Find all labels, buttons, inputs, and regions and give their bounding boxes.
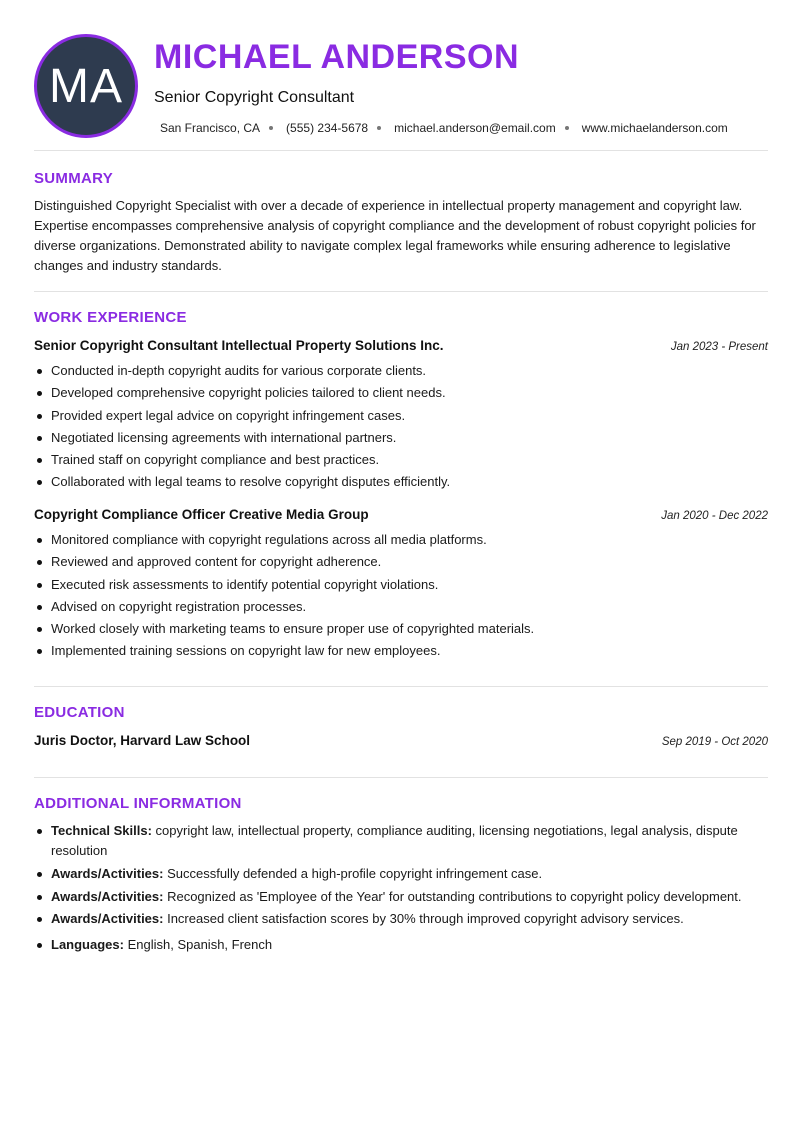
- section-divider: [34, 686, 768, 687]
- separator-dot: [565, 126, 569, 130]
- degree: Juris Doctor, Harvard Law School: [34, 733, 251, 748]
- job-position: Copyright Compliance Officer Creative Media Group: [34, 507, 369, 522]
- list-item: [51, 909, 767, 929]
- job-title: Senior Copyright Consultant: [154, 89, 355, 106]
- list-item: Trained staff on copyright compliance and best practices.: [51, 449, 767, 471]
- list-item: Developed comprehensive copyright policies tailored to client needs.: [51, 382, 767, 404]
- job-position: Senior Copyright Consultant Intellectual Property Solutions Inc.: [34, 338, 444, 353]
- section-divider: [34, 150, 768, 151]
- separator-dot: [269, 126, 273, 130]
- list-item: Advised on copyright registration processes.: [51, 596, 767, 618]
- item-label: Technical Skills:: [51, 823, 152, 838]
- candidate-name: MICHAEL ANDERSON: [154, 38, 520, 76]
- job-bullets: [51, 360, 767, 494]
- item-text: Increased client satisfaction scores by 30% through improved copyright advisory services.: [163, 911, 684, 926]
- experience-heading: WORK EXPERIENCE: [34, 309, 187, 326]
- list-item: Conducted in-depth copyright audits for various corporate clients.: [51, 360, 767, 382]
- list-item: Monitored compliance with copyright regulations across all media platforms.: [51, 529, 767, 551]
- additional-list: [51, 821, 767, 954]
- item-text: copyright law, intellectual property, compliance auditing, licensing negotiations, legal analysis, dispute resolution: [51, 823, 738, 858]
- education-heading: EDUCATION: [34, 704, 125, 721]
- section-divider: [34, 777, 768, 778]
- item-text: English, Spanish, French: [123, 936, 273, 952]
- additional-heading: ADDITIONAL INFORMATION: [34, 795, 242, 812]
- summary-heading: SUMMARY: [34, 170, 114, 187]
- item-label: Awards/Activities:: [51, 866, 164, 881]
- list-item: [51, 887, 767, 907]
- job-bullets: [51, 529, 767, 663]
- section-divider: [34, 291, 768, 292]
- job-header: [34, 338, 768, 353]
- contact-location: San Francisco, CA: [160, 121, 261, 135]
- item-text: Successfully defended a high-profile copyright infringement case.: [163, 866, 543, 881]
- avatar: [34, 34, 138, 138]
- avatar-initials: MA: [49, 59, 123, 113]
- contact-website[interactable]: www.michaelanderson.com: [581, 121, 728, 135]
- list-item: Executed risk assessments to identify potential copyright violations.: [51, 574, 767, 596]
- list-item: Collaborated with legal teams to resolve copyright disputes efficiently.: [51, 471, 767, 493]
- item-label: Awards/Activities:: [51, 888, 164, 904]
- list-item: Worked closely with marketing teams to ensure proper use of copyrighted materials.: [51, 618, 767, 640]
- summary-text: Distinguished Copyright Specialist with over a decade of experience in intellectual property management and copyright law. Expertise encompasses comprehensive analysis of copyright compliance and the development of robust copyright policies for diverse organizations. Demonstrated ability to navigate complex legal frameworks while ensuring adherence to legislative changes and industry standards.: [34, 198, 756, 273]
- job-dates: Jan 2023 - Present: [670, 341, 768, 353]
- item-label: Awards/Activities:: [51, 911, 164, 926]
- contact-info: [160, 121, 728, 135]
- list-item: Implemented training sessions on copyright law for new employees.: [51, 640, 767, 662]
- education-entry: [34, 733, 768, 748]
- contact-phone[interactable]: (555) 234-5678: [286, 121, 369, 135]
- list-item: [51, 821, 767, 860]
- separator-dot: [377, 126, 381, 130]
- contact-email[interactable]: michael.anderson@email.com: [394, 121, 556, 135]
- list-item: [51, 864, 767, 884]
- resume-header: [34, 34, 768, 138]
- job-header: [34, 507, 768, 522]
- job-dates: Jan 2020 - Dec 2022: [661, 510, 768, 522]
- education-dates: Sep 2019 - Oct 2020: [661, 736, 768, 748]
- item-text: Recognized as 'Employee of the Year' for outstanding contributions to copyright policy development.: [163, 888, 742, 904]
- list-item: Reviewed and approved content for copyright adherence.: [51, 551, 767, 573]
- list-item: [51, 935, 767, 955]
- list-item: Negotiated licensing agreements with international partners.: [51, 427, 767, 449]
- list-item: Provided expert legal advice on copyright infringement cases.: [51, 405, 767, 427]
- item-label: Languages:: [51, 936, 124, 952]
